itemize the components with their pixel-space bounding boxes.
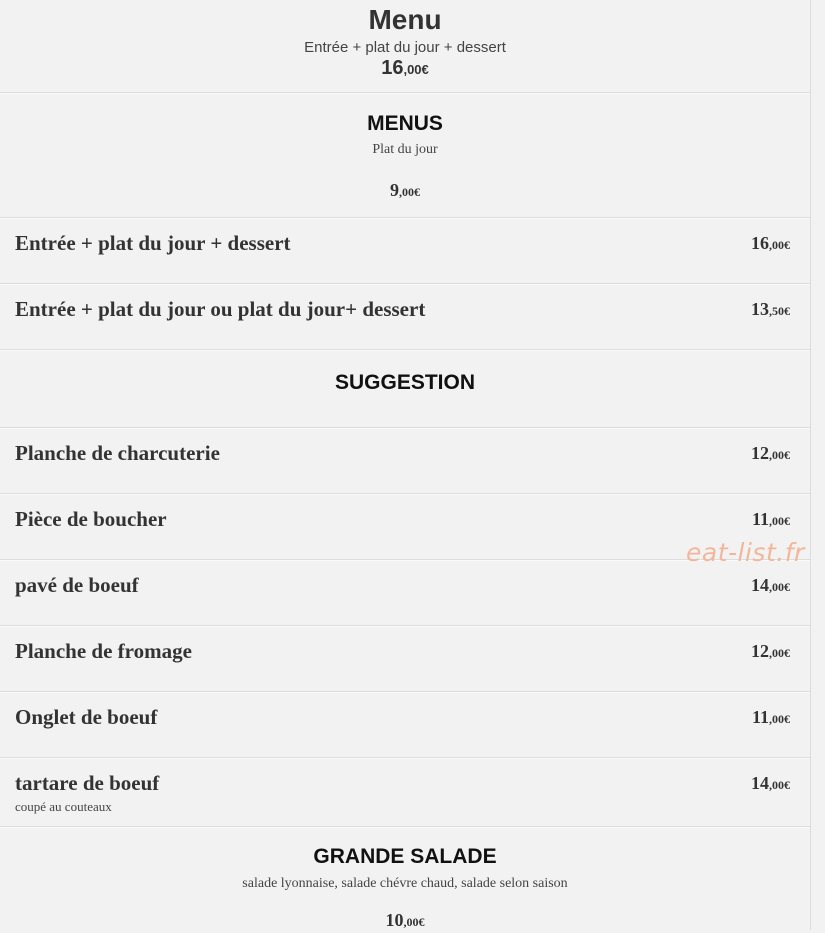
watermark-logo: eat-list.fr: [686, 538, 805, 567]
section-suggestion: [0, 351, 810, 427]
section-menus: [0, 94, 810, 217]
item-price: 11,00€: [751, 707, 790, 727]
section-price: 9,00€: [390, 180, 420, 200]
section-grande-salade: [0, 828, 810, 933]
item-price: 13,50€: [751, 299, 790, 319]
item-price: 12,00€: [751, 443, 790, 463]
section-heading: SUGGESTION: [334, 371, 476, 394]
header-price: 16,00€: [381, 57, 429, 79]
item-price: 11,00€: [751, 509, 790, 529]
page-title: Menu: [368, 4, 442, 35]
item-name: Entrée + plat du jour ou plat du jour+ dessert: [15, 297, 426, 321]
menu-item-row: [0, 759, 810, 826]
item-name: Onglet de boeuf: [15, 705, 158, 729]
item-name: pavé de boeuf: [15, 573, 139, 597]
section-heading: MENUS: [367, 112, 443, 135]
section-description: Plat du jour: [372, 142, 438, 157]
menu-item-row: [0, 429, 810, 493]
item-name: Planche de charcuterie: [15, 441, 220, 465]
item-name: tartare de boeuf: [15, 771, 160, 795]
menu-item-row: [0, 561, 810, 625]
item-price: 12,00€: [751, 641, 790, 661]
menu-item-row: [0, 693, 810, 757]
item-name: Planche de fromage: [15, 639, 192, 663]
item-name: Pièce de boucher: [15, 507, 167, 531]
header-subtitle: Entrée + plat du jour + dessert: [304, 39, 506, 56]
section-description: salade lyonnaise, salade chévre chaud, salade selon saison: [242, 876, 568, 891]
menu-item-row: [0, 285, 810, 349]
item-name: Entrée + plat du jour + dessert: [15, 231, 291, 255]
item-price: 14,00€: [751, 575, 790, 595]
item-price: 16,00€: [751, 233, 790, 253]
section-heading: GRANDE SALADE: [313, 845, 497, 868]
item-price: 14,00€: [751, 773, 790, 793]
section-price: 10,00€: [385, 910, 425, 930]
item-description: coupé au couteaux: [15, 799, 112, 814]
menu-item-row: [0, 219, 810, 283]
menu-item-row: [0, 627, 810, 691]
menu-header: [0, 0, 810, 92]
